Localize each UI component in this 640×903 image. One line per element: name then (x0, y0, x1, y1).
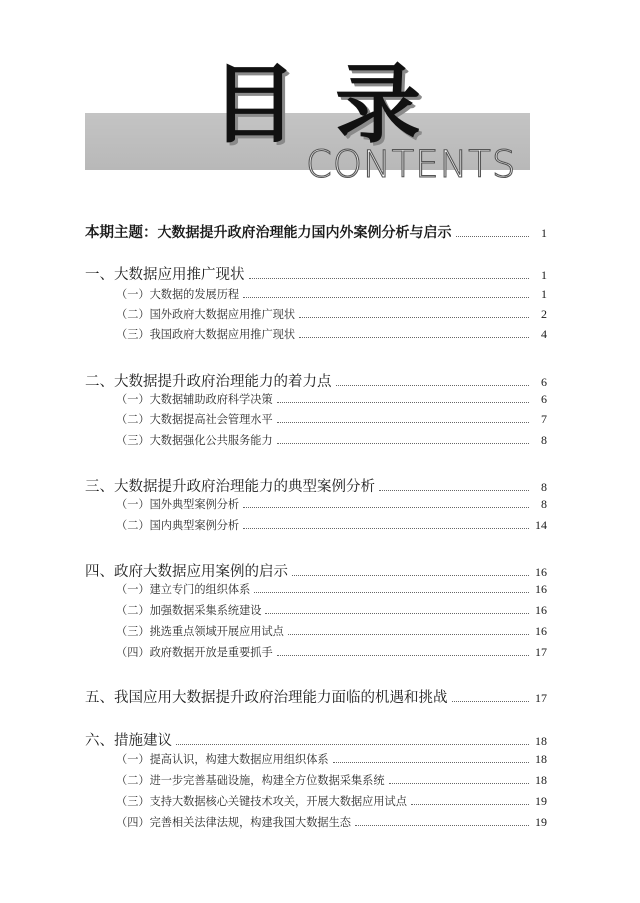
page-number: 8 (541, 497, 547, 511)
page-number: 7 (541, 412, 547, 426)
toc-subsection-row[interactable] (116, 411, 547, 427)
toc-section-row[interactable] (85, 729, 547, 750)
toc-subsection-row[interactable] (116, 326, 547, 342)
dot-leader (288, 634, 529, 635)
dot-leader (265, 613, 529, 614)
page-subtitle: CONTENTS (306, 143, 517, 186)
toc-subsection-row[interactable] (116, 623, 547, 639)
page-number: 19 (535, 794, 547, 808)
dot-leader (176, 744, 529, 745)
section-label: 六、措施建议 (85, 733, 172, 749)
dot-leader (243, 297, 529, 298)
page-number: 17 (535, 645, 547, 659)
toc-subsection-row[interactable] (116, 814, 547, 830)
dot-leader (277, 655, 529, 656)
toc-subsection-row[interactable] (116, 391, 547, 407)
toc-subsection-row[interactable] (116, 432, 547, 448)
subsection-label: （三）我国政府大数据应用推广现状 (116, 328, 296, 341)
subsection-label: （一）大数据辅助政府科学决策 (116, 393, 273, 406)
subsection-label: （二）国外政府大数据应用推广现状 (116, 308, 296, 321)
dot-leader (299, 317, 529, 318)
toc-subsection-row[interactable] (116, 286, 547, 302)
page-number: 16 (535, 565, 547, 579)
toc-section-row[interactable] (85, 560, 547, 581)
subsection-label: （一）国外典型案例分析 (116, 498, 240, 511)
toc-subsection-row[interactable] (116, 517, 547, 533)
dot-leader (333, 762, 529, 763)
toc-subsection-row[interactable] (116, 772, 547, 788)
subsection-label: （三）挑选重点领域开展应用试点 (116, 625, 284, 638)
page-number: 19 (535, 815, 547, 829)
dot-leader (254, 592, 529, 593)
section-label: 一、大数据应用推广现状 (85, 267, 245, 283)
subsection-label: （二）加强数据采集系统建设 (116, 604, 262, 617)
page-number: 18 (535, 752, 547, 766)
toc-subsection-row[interactable] (116, 496, 547, 512)
dot-leader (277, 422, 529, 423)
dot-leader (452, 701, 530, 702)
page-title: 目录 (211, 55, 459, 155)
dot-leader (411, 804, 529, 805)
section-label: 四、政府大数据应用案例的启示 (85, 564, 288, 580)
toc-section-row[interactable] (85, 686, 547, 707)
page-number: 6 (541, 392, 547, 406)
subsection-label: （一）建立专门的组织体系 (116, 583, 251, 596)
page-number: 8 (541, 433, 547, 447)
dot-leader (243, 528, 529, 529)
dot-leader (243, 507, 529, 508)
page-number: 16 (535, 603, 547, 617)
toc-section-row[interactable] (85, 370, 547, 391)
dot-leader (292, 575, 529, 576)
dot-leader (336, 385, 530, 386)
page-number: 6 (541, 375, 547, 389)
page-number: 18 (535, 734, 547, 748)
section-label: 二、大数据提升政府治理能力的着力点 (85, 374, 332, 390)
toc-subsection-row[interactable] (116, 306, 547, 322)
toc-subsection-row[interactable] (116, 644, 547, 660)
toc-section-row[interactable] (85, 263, 547, 284)
theme-title: 大数据提升政府治理能力国内外案例分析与启示 (157, 225, 452, 241)
subsection-label: （三）支持大数据核心关键技术攻关，开展大数据应用试点 (116, 795, 407, 808)
section-label: 三、大数据提升政府治理能力的典型案例分析 (85, 479, 375, 495)
page-number: 1 (541, 226, 547, 240)
page-number: 17 (535, 691, 547, 705)
dot-leader (249, 278, 530, 279)
dot-leader (299, 337, 529, 338)
toc-subsection-row[interactable] (116, 602, 547, 618)
page-number: 2 (541, 307, 547, 321)
page-number: 4 (541, 327, 547, 341)
toc-subsection-row[interactable] (116, 793, 547, 809)
page-number: 14 (535, 518, 547, 532)
dot-leader (379, 490, 529, 491)
toc-subsection-row[interactable] (116, 751, 547, 767)
page-number: 1 (541, 268, 547, 282)
section-label: 五、我国应用大数据提升政府治理能力面临的机遇和挑战 (85, 690, 448, 706)
dot-leader (355, 825, 529, 826)
dot-leader (389, 783, 529, 784)
toc-subsection-row[interactable] (116, 581, 547, 597)
subsection-label: （二）国内典型案例分析 (116, 519, 240, 532)
subsection-label: （一）大数据的发展历程 (116, 288, 240, 301)
subsection-label: （三）大数据强化公共服务能力 (116, 434, 273, 447)
page-number: 16 (535, 624, 547, 638)
dot-leader (456, 236, 530, 237)
page-number: 18 (535, 773, 547, 787)
toc-theme-row[interactable] (85, 221, 547, 242)
dot-leader (277, 443, 529, 444)
toc-section-row[interactable] (85, 475, 547, 496)
page-number: 16 (535, 582, 547, 596)
subsection-label: （一）提高认识，构建大数据应用组织体系 (116, 753, 329, 766)
subsection-label: （二）进一步完善基础设施，构建全方位数据采集系统 (116, 774, 385, 787)
subsection-label: （二）大数据提高社会管理水平 (116, 413, 273, 426)
subsection-label: （四）完善相关法律法规，构建我国大数据生态 (116, 816, 351, 829)
theme-prefix: 本期主题： (85, 225, 158, 241)
page-number: 1 (541, 287, 547, 301)
page-number: 8 (541, 480, 547, 494)
dot-leader (277, 402, 529, 403)
subsection-label: （四）政府数据开放是重要抓手 (116, 646, 273, 659)
